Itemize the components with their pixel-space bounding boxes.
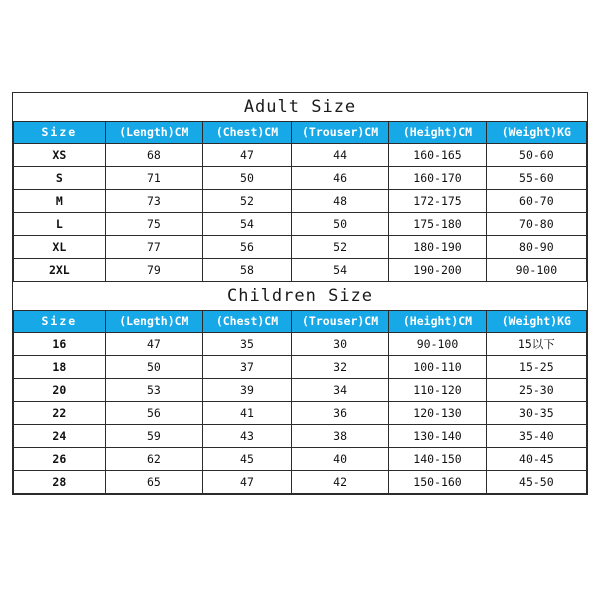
cell-height: 180-190	[389, 236, 486, 259]
column-header-size: Size	[14, 122, 106, 144]
cell-trouser: 46	[291, 167, 388, 190]
adult-size-table-body	[14, 144, 587, 282]
cell-trouser: 48	[291, 190, 388, 213]
cell-weight: 80-90	[486, 236, 586, 259]
children-size-table-body	[14, 333, 587, 494]
cell-height: 130-140	[389, 425, 486, 448]
cell-length: 75	[105, 213, 202, 236]
adult-size-table	[13, 121, 587, 282]
cell-chest: 47	[203, 471, 292, 494]
cell-weight: 15以下	[486, 333, 586, 356]
cell-length: 79	[105, 259, 202, 282]
column-header-height: (Height)CM	[389, 311, 486, 333]
children-size-table-header	[14, 311, 587, 333]
table-row	[14, 333, 587, 356]
cell-chest: 47	[203, 144, 292, 167]
adult-size-table-wrapper	[13, 121, 587, 282]
adult-size-table-header	[14, 122, 587, 144]
column-header-weight: (Weight)KG	[486, 122, 586, 144]
cell-chest: 56	[203, 236, 292, 259]
cell-size: 24	[14, 425, 106, 448]
size-chart-sheet	[12, 92, 588, 495]
cell-size: L	[14, 213, 106, 236]
cell-weight: 50-60	[486, 144, 586, 167]
cell-chest: 54	[203, 213, 292, 236]
cell-weight: 30-35	[486, 402, 586, 425]
cell-chest: 39	[203, 379, 292, 402]
cell-trouser: 38	[291, 425, 388, 448]
cell-height: 160-165	[389, 144, 486, 167]
cell-trouser: 42	[291, 471, 388, 494]
column-header-chest: (Chest)CM	[203, 311, 292, 333]
cell-weight: 25-30	[486, 379, 586, 402]
cell-weight: 40-45	[486, 448, 586, 471]
cell-trouser: 36	[291, 402, 388, 425]
cell-length: 50	[105, 356, 202, 379]
cell-height: 140-150	[389, 448, 486, 471]
cell-length: 59	[105, 425, 202, 448]
table-row	[14, 448, 587, 471]
cell-length: 53	[105, 379, 202, 402]
cell-trouser: 44	[291, 144, 388, 167]
column-header-length: (Length)CM	[105, 311, 202, 333]
cell-chest: 35	[203, 333, 292, 356]
column-header-chest: (Chest)CM	[203, 122, 292, 144]
column-header-trouser: (Trouser)CM	[291, 122, 388, 144]
table-row	[14, 144, 587, 167]
table-row	[14, 259, 587, 282]
table-row	[14, 379, 587, 402]
adult-size-title: Adult Size	[13, 93, 587, 121]
cell-height: 175-180	[389, 213, 486, 236]
cell-size: 16	[14, 333, 106, 356]
cell-trouser: 52	[291, 236, 388, 259]
cell-length: 47	[105, 333, 202, 356]
cell-length: 56	[105, 402, 202, 425]
cell-length: 73	[105, 190, 202, 213]
table-row	[14, 471, 587, 494]
cell-weight: 60-70	[486, 190, 586, 213]
children-size-title: Children Size	[13, 282, 587, 310]
table-row	[14, 167, 587, 190]
cell-size: 2XL	[14, 259, 106, 282]
cell-chest: 37	[203, 356, 292, 379]
cell-height: 160-170	[389, 167, 486, 190]
cell-weight: 35-40	[486, 425, 586, 448]
table-row	[14, 402, 587, 425]
table-row	[14, 236, 587, 259]
cell-chest: 50	[203, 167, 292, 190]
cell-size: 26	[14, 448, 106, 471]
cell-weight: 55-60	[486, 167, 586, 190]
cell-chest: 52	[203, 190, 292, 213]
column-header-height: (Height)CM	[389, 122, 486, 144]
cell-length: 62	[105, 448, 202, 471]
cell-size: 18	[14, 356, 106, 379]
cell-size: XS	[14, 144, 106, 167]
cell-size: XL	[14, 236, 106, 259]
cell-height: 190-200	[389, 259, 486, 282]
cell-size: 22	[14, 402, 106, 425]
table-row	[14, 425, 587, 448]
cell-weight: 45-50	[486, 471, 586, 494]
column-header-size: Size	[14, 311, 106, 333]
cell-weight: 90-100	[486, 259, 586, 282]
cell-size: 28	[14, 471, 106, 494]
cell-chest: 41	[203, 402, 292, 425]
cell-height: 100-110	[389, 356, 486, 379]
cell-height: 172-175	[389, 190, 486, 213]
cell-size: S	[14, 167, 106, 190]
table-header-row	[14, 122, 587, 144]
cell-weight: 70-80	[486, 213, 586, 236]
children-size-table-wrapper	[13, 310, 587, 494]
table-row	[14, 356, 587, 379]
cell-trouser: 40	[291, 448, 388, 471]
cell-length: 65	[105, 471, 202, 494]
table-row	[14, 190, 587, 213]
cell-height: 110-120	[389, 379, 486, 402]
cell-weight: 15-25	[486, 356, 586, 379]
cell-height: 150-160	[389, 471, 486, 494]
children-size-table	[13, 310, 587, 494]
cell-chest: 45	[203, 448, 292, 471]
cell-size: M	[14, 190, 106, 213]
cell-chest: 58	[203, 259, 292, 282]
cell-length: 68	[105, 144, 202, 167]
column-header-weight: (Weight)KG	[486, 311, 586, 333]
cell-size: 20	[14, 379, 106, 402]
cell-chest: 43	[203, 425, 292, 448]
table-row	[14, 213, 587, 236]
table-header-row	[14, 311, 587, 333]
cell-trouser: 34	[291, 379, 388, 402]
cell-trouser: 32	[291, 356, 388, 379]
cell-length: 77	[105, 236, 202, 259]
cell-trouser: 50	[291, 213, 388, 236]
cell-height: 120-130	[389, 402, 486, 425]
column-header-trouser: (Trouser)CM	[291, 311, 388, 333]
cell-trouser: 30	[291, 333, 388, 356]
cell-trouser: 54	[291, 259, 388, 282]
cell-height: 90-100	[389, 333, 486, 356]
column-header-length: (Length)CM	[105, 122, 202, 144]
cell-length: 71	[105, 167, 202, 190]
